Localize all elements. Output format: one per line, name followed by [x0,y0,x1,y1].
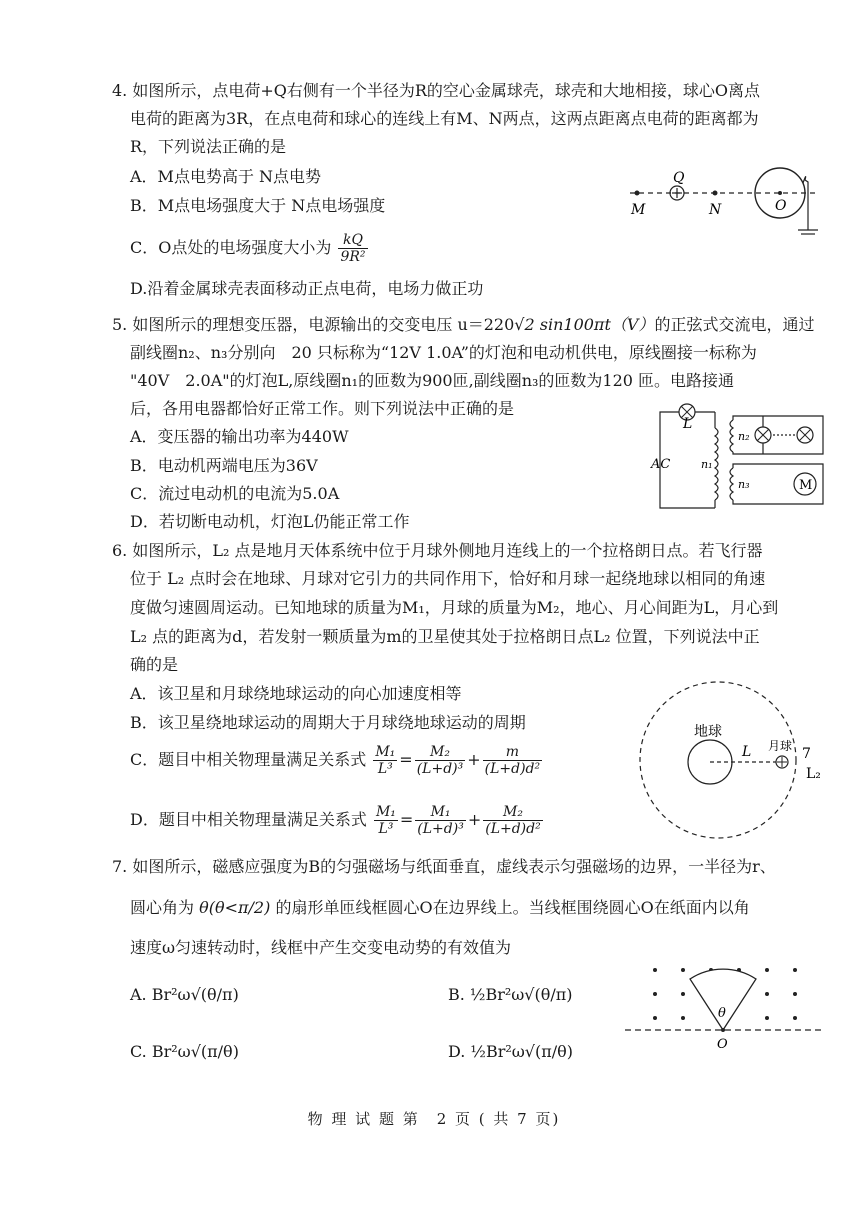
q5-voltage-formula: √2 sin100πt（V） [514,315,655,334]
q6-line-2: 位于 L₂ 点时会在地球、月球对它引力的共同作用下，恰好和月球一起绕地球以相同的角速 [130,569,766,588]
q4-c-denominator: 9R² [340,249,366,265]
q6-d-f3-num: M₂ [483,804,543,821]
q6-c-f2-num: M₂ [415,744,466,761]
q5-line-1 [112,314,814,336]
q6-option-d [130,804,545,837]
q6-c-eq: = [399,750,413,769]
center-o [721,1028,725,1032]
q6-option-b: B．该卫星绕地球运动的周期大于月球绕地球运动的周期 [130,713,526,732]
q4-option-b: B．M点电场强度大于 N点电场强度 [130,196,386,215]
q7-line-1: 7. 如图所示，磁感应强度为B的匀强磁场与纸面垂直，虚线表示匀强磁场的边界，一半径为r、 [112,857,776,876]
q5-transformer-figure [645,398,830,518]
label-n: N [709,202,722,218]
q7-theta-condition: θ(θ<π/2) [199,898,271,917]
label-seven: 7 [802,746,811,762]
q5-option-b: B．电动机两端电压为36V [130,456,318,475]
q7-option-a: A. Br²ω√(θ/π) [130,985,239,1004]
label-theta: θ [718,1006,726,1021]
q6-d-eq: = [399,810,414,829]
q5-line-4: 后，各用电器都恰好正常工作。则下列说法中正确的是 [130,399,515,418]
q6-c-frac-3 [483,744,543,777]
q6-c-f3-den: (L+d)d² [484,761,541,777]
field-dot [765,968,769,972]
point-n [713,191,718,196]
label-o: O [717,1037,728,1052]
point-m [635,191,640,196]
q7-line-3: 速度ω匀速转动时，线框中产生交变电动势的有效值为 [130,938,512,957]
q6-d-f2-den: (L+d)³ [417,821,464,837]
q6-d-plus: + [467,810,482,829]
label-q: Q [673,170,685,186]
q5-option-d: D．若切断电动机，灯泡L仍能正常工作 [130,512,410,531]
q4-option-d: D.沿着金属球壳表面移动正点电荷，电场力做正功 [130,279,484,298]
q7-option-b: B. ½Br²ω√(θ/π) [448,985,573,1004]
label-n3: n₃ [738,478,750,491]
q6-option-d-text: D．题目中相关物理量满足关系式 [130,810,367,829]
q7-option-c: C. Br²ω√(π/θ) [130,1042,239,1061]
field-dot [681,992,685,996]
field-dot [793,1016,797,1020]
q5-line-3: "40V 2.0A"的灯泡L,原线圈n₁的匝数为900匝,副线圈n₃的匝数为120 匝。电路接通 [130,371,735,390]
label-l: L [742,744,752,760]
q7-line-2-prefix: 圆心角为 [130,898,195,917]
field-dot [793,992,797,996]
center-o [778,191,782,195]
field-dot [653,992,657,996]
q5-option-a: A．变压器的输出功率为440W [130,427,349,446]
q6-d-f2-num: M₁ [415,804,466,821]
label-l: L [683,416,693,432]
field-dot [765,1016,769,1020]
q6-line-4: L₂ 点的距离为d，若发射一颗质量为m的卫星使其处于拉格朗日点L₂ 位置，下列说法中正 [130,627,760,646]
q5-line-2: 副线圈n₂、n₃分别向 20 只标称为“12V 1.0A”的灯泡和电动机供电，原线圈接一标称为 [130,343,757,362]
label-ac: AC [651,457,671,472]
q7-sector-figure [620,960,830,1055]
label-moon: 月球 [768,739,793,753]
q6-c-frac-2 [415,744,466,777]
field-dot [653,968,657,972]
q6-line-1: 6. 如图所示，L₂ 点是地月天体系统中位于月球外侧地月连线上的一个拉格朗日点。若飞行器 [112,541,763,560]
q6-d-f1-den: L³ [378,821,394,837]
label-n1: n₁ [701,458,713,471]
q7-line-2-suffix: 的扇形单匝线框圆心O在边界线上。当线框围绕圆心O在纸面内以角 [275,898,750,917]
secondary-coil-n2 [730,420,733,452]
q4-option-c-text: C．O点处的电场强度大小为 [130,238,332,257]
label-o: O [775,198,787,214]
q6-d-frac-2 [415,804,466,837]
q6-line-5: 确的是 [130,655,179,674]
q6-c-f3-num: m [483,744,543,761]
q6-option-c-text: C．题目中相关物理量满足关系式 [130,750,367,769]
q4-c-numerator: kQ [338,232,367,249]
q6-c-f2-den: (L+d)³ [416,761,464,777]
q7-line-2 [130,897,750,919]
q4-line-2: 电荷的距离为3R，在点电荷和球心的连线上有M、N两点，这两点距离点电荷的距离都为 [130,109,759,128]
q6-option-a: A．该卫星和月球绕地球运动的向心加速度相等 [130,684,462,703]
q7-option-d: D. ½Br²ω√(π/θ) [448,1042,574,1061]
q6-d-f3-den: (L+d)d² [485,821,541,837]
q6-option-c [130,744,544,777]
q4-line-1: 4. 如图所示，点电荷+Q右侧有一个半径为R的空心金属球壳，球壳和大地相接，球心O离点 [112,81,761,100]
q5-line-1-suffix: 的正弦式交流电，通过 [654,315,815,334]
q4-option-a: A．M点电势高于 N点电势 [130,167,322,186]
field-dot [793,968,797,972]
page-footer: 物 理 试 题 第 2 页 ( 共 7 页) [307,1110,561,1128]
primary-coil [715,428,718,500]
q6-line-3: 度做匀速圆周运动。已知地球的质量为M₁，月球的质量为M₂，地心、月心间距为L，月心到 [130,598,779,617]
q6-orbit-figure [630,680,855,840]
label-m: M [631,202,646,218]
q4-option-c [130,232,370,265]
secondary-coil-n3 [730,468,733,500]
field-dot [765,992,769,996]
q6-d-f1-num: M₁ [375,804,396,820]
q6-c-f1-num: M₁ [375,744,396,760]
q6-c-frac-1 [373,744,397,777]
field-dot [681,968,685,972]
q6-d-frac-1 [374,804,398,837]
q5-line-1-prefix: 5. 如图所示的理想变压器，电源输出的交变电压 u＝220 [112,315,515,334]
label-earth: 地球 [694,724,722,740]
label-l2: L₂ [806,766,821,782]
q5-option-c: C．流过电动机的电流为5.0A [130,484,340,503]
q6-c-plus: + [467,750,481,769]
label-n2: n₂ [738,430,750,443]
q4-option-c-fraction [338,232,367,265]
field-dot [653,1016,657,1020]
q4-figure [625,160,825,245]
field-dot [681,1016,685,1020]
q4-line-3: R，下列说法正确的是 [130,137,287,156]
q6-c-f1-den: L³ [377,761,393,777]
label-motor: M [799,478,813,493]
q6-d-frac-3 [483,804,543,837]
